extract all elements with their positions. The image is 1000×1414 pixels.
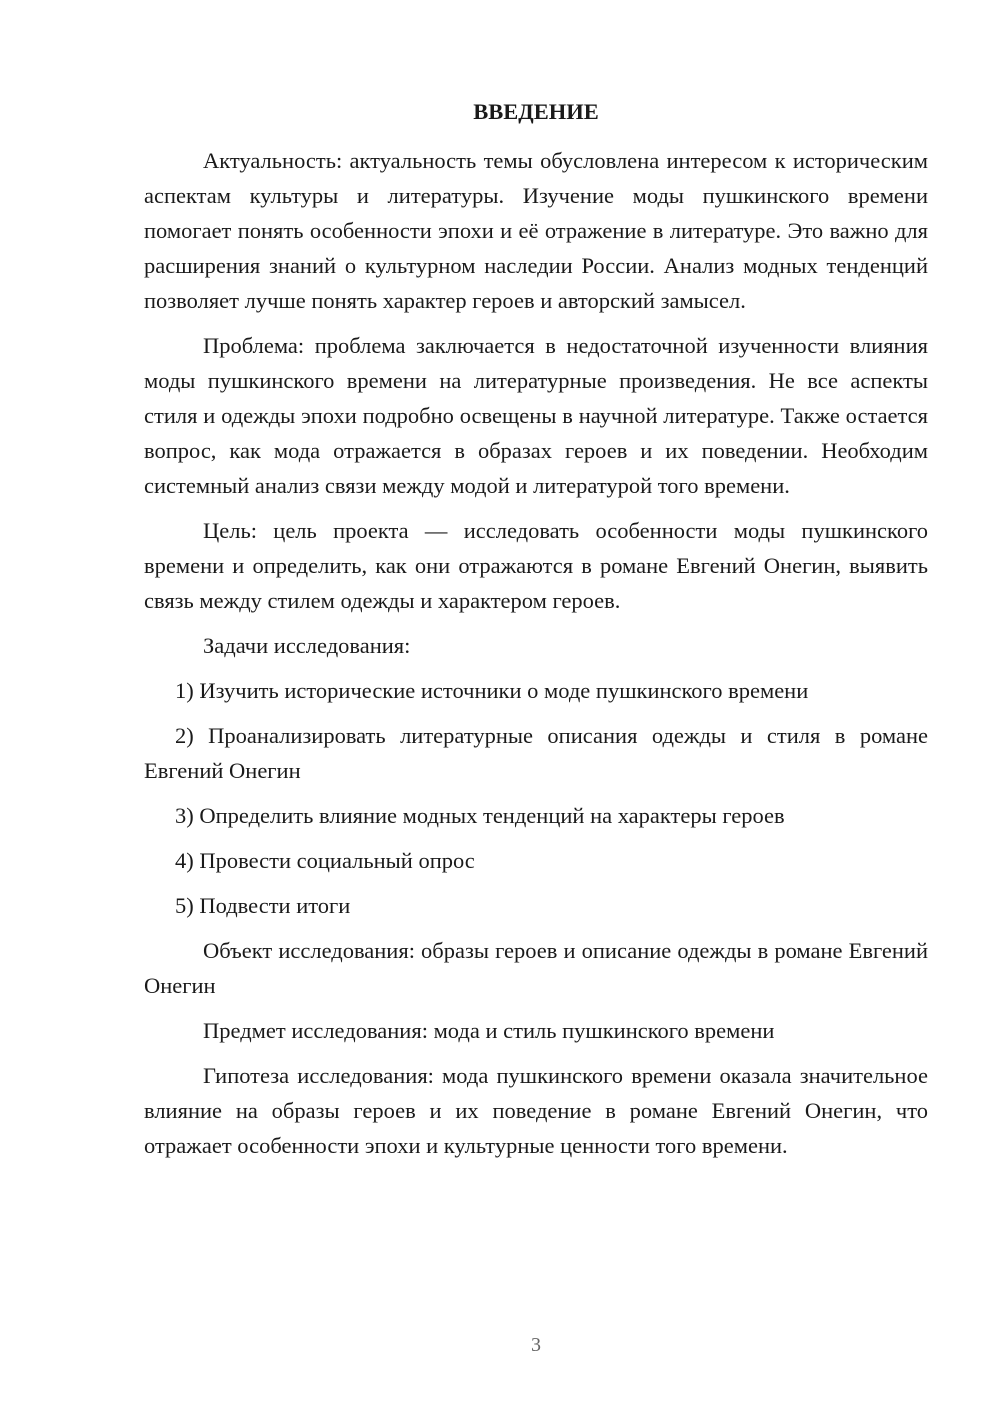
task-item: 3) Определить влияние модных тенденций на характеры героев <box>175 803 785 828</box>
object-paragraph: Объект исследования: образы героев и описание одежды в романе Евгений Онегин <box>144 938 928 998</box>
task-item: 1) Изучить исторические источники о моде пушкинского времени <box>175 678 809 703</box>
hypothesis-paragraph: Гипотеза исследования: мода пушкинского времени оказала значительное влияние на образы героев и их поведение в романе Евгений Онегин, что отражает особенности эпохи и культурные ценности того времени. <box>144 1063 928 1158</box>
tasks-list <box>144 673 928 923</box>
page-content <box>144 94 928 1173</box>
task-item: 4) Провести социальный опрос <box>175 848 475 873</box>
page-title: ВВЕДЕНИЕ <box>473 99 599 124</box>
goal-paragraph: Цель: цель проекта — исследовать особенности моды пушкинского времени и определить, как они отражаются в романе Евгений Онегин, выявить связь между стилем одежды и характером героев. <box>144 518 928 613</box>
task-item: 5) Подвести итоги <box>175 893 351 918</box>
tasks-heading: Задачи исследования: <box>203 633 411 658</box>
problem-paragraph: Проблема: проблема заключается в недостаточной изученности влияния моды пушкинского времени на литературные произведения. Не все аспекты стиля и одежды эпохи подробно освещены в научной литературе. Также остается вопрос, как мода отражается в образах героев и их поведении. Необходим системный анализ связи между модой и литературой того времени. <box>144 333 928 498</box>
task-item: 2) Проанализировать литературные описания одежды и стиля в романе Евгений Онегин <box>144 723 928 783</box>
relevance-paragraph: Актуальность: актуальность темы обусловлена интересом к историческим аспектам культуры и литературы. Изучение моды пушкинского времени помогает понять особенности эпохи и её отражение в литературе. Это важно для расширения знаний о культурном наследии России. Анализ модных тенденций позволяет лучше понять характер героев и авторский замысел. <box>144 148 928 313</box>
page-number: 3 <box>531 1334 541 1356</box>
subject-paragraph: Предмет исследования: мода и стиль пушкинского времени <box>203 1018 775 1043</box>
